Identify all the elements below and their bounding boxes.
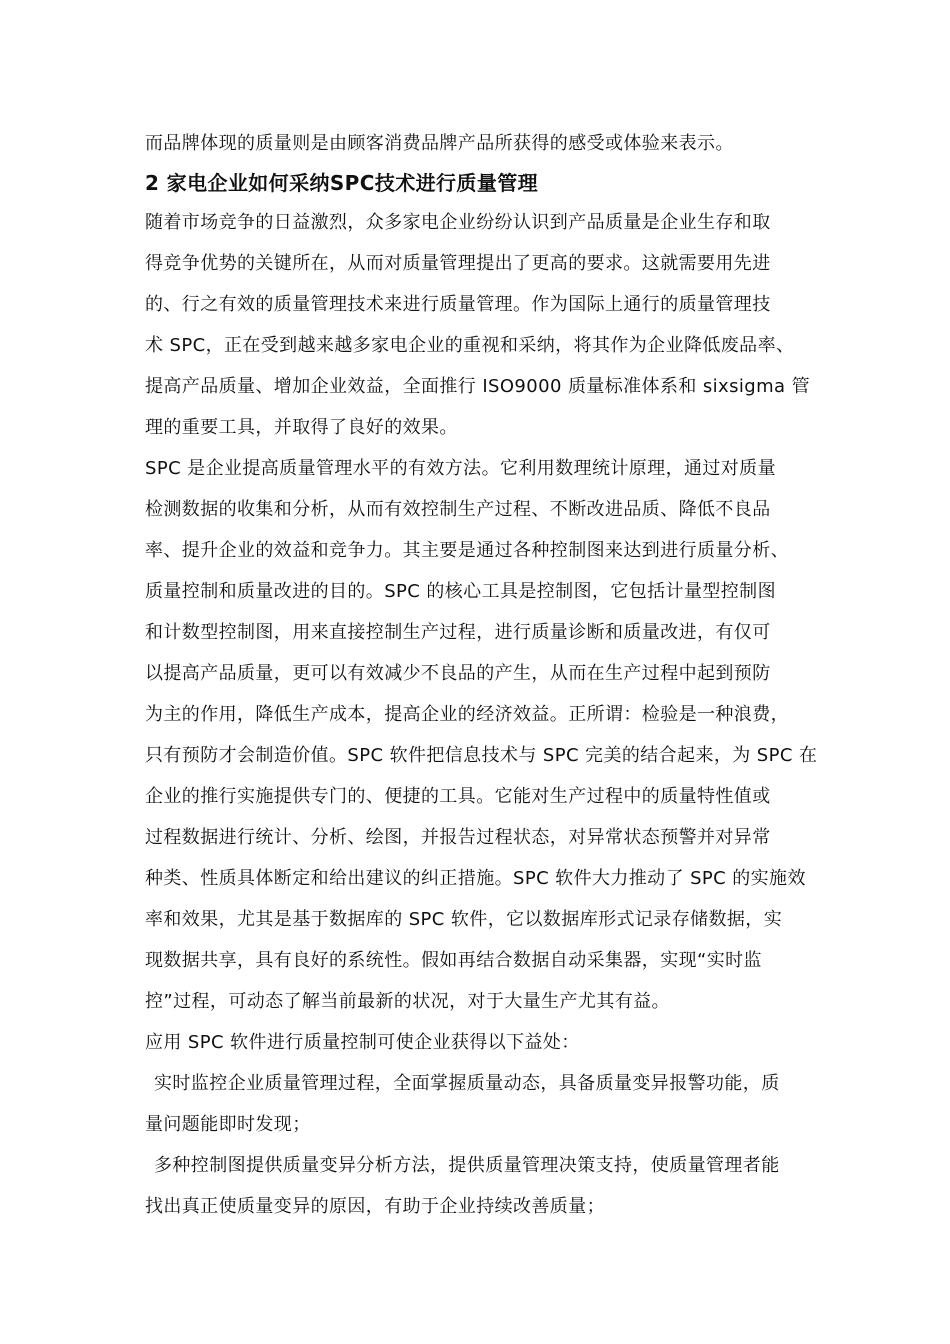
text-line: 企业的推行实施提供专门的、便捷的工具。它能对生产过程中的质量特性值或 [145,786,771,807]
text-line: 随着市场竞争的日益激烈，众多家电企业纷纷认识到产品质量是企业生存和取 [145,212,771,233]
list-item-line: 实时监控企业质量管理过程，全面掌握质量动态，具备质量变异报警功能，质 [154,1073,780,1094]
text-line: 只有预防才会制造价值。SPC 软件把信息技术与 SPC 完美的结合起来，为 SPC 在 [145,745,818,766]
section-heading: 2 家电企业如何采纳SPC技术进行质量管理 [145,171,539,195]
text-line: 以提高产品质量，更可以有效减少不良品的产生，从而在生产过程中起到预防 [145,663,771,684]
text-line: 和计数型控制图，用来直接控制生产过程，进行质量诊断和质量改进，有仅可 [145,622,771,643]
text-line: 检测数据的收集和分析，从而有效控制生产过程、不断改进品质、降低不良品 [145,499,771,520]
document-body [145,123,818,1227]
text-line: 现数据共享，具有良好的系统性。假如再结合数据自动采集器，实现“实时监 [145,950,762,971]
text-line: 控”过程，可动态了解当前最新的状况，对于大量生产尤其有益。 [145,991,670,1012]
text-line: SPC 是企业提高质量管理水平的有效方法。它利用数理统计原理，通过对质量 [145,458,776,479]
text-line: 术 SPC，正在受到越来越多家电企业的重视和采纳，将其作为企业降低废品率、 [145,335,795,356]
list-item-line: 多种控制图提供质量变异分析方法，提供质量管理决策支持，使质量管理者能 [154,1155,780,1176]
text-line: 而品牌体现的质量则是由顾客消费品牌产品所获得的感受或体验来表示。 [145,133,734,154]
text-line: 量问题能即时发现； [145,1114,311,1135]
text-line: 提高产品质量、增加企业效益，全面推行 ISO9000 质量标准体系和 sixsigma 管 [145,376,810,397]
text-line: 得竞争优势的关键所在，从而对质量管理提出了更高的要求。这就需要用先进 [145,253,771,274]
text-line: 过程数据进行统计、分析、绘图，并报告过程状态，对异常状态预警并对异常 [145,827,771,848]
text-line: 找出真正使质量变异的原因，有助于企业持续改善质量； [145,1196,605,1217]
text-line: 应用 SPC 软件进行质量控制可使企业获得以下益处： [145,1032,580,1053]
text-line: 率、提升企业的效益和竞争力。其主要是通过各种控制图来达到进行质量分析、 [145,540,789,561]
text-line: 率和效果，尤其是基于数据库的 SPC 软件，它以数据库形式记录存储数据，实 [145,909,783,930]
text-line: 理的重要工具，并取得了良好的效果。 [145,417,458,438]
text-line: 种类、性质具体断定和给出建议的纠正措施。SPC 软件大力推动了 SPC 的实施效 [145,868,806,889]
text-line: 的、行之有效的质量管理技术来进行质量管理。作为国际上通行的质量管理技 [145,294,771,315]
text-line: 为主的作用，降低生产成本，提高企业的经济效益。正所谓：检验是一种浪费， [145,704,789,725]
text-line: 质量控制和质量改进的目的。SPC 的核心工具是控制图，它包括计量型控制图 [145,581,776,602]
